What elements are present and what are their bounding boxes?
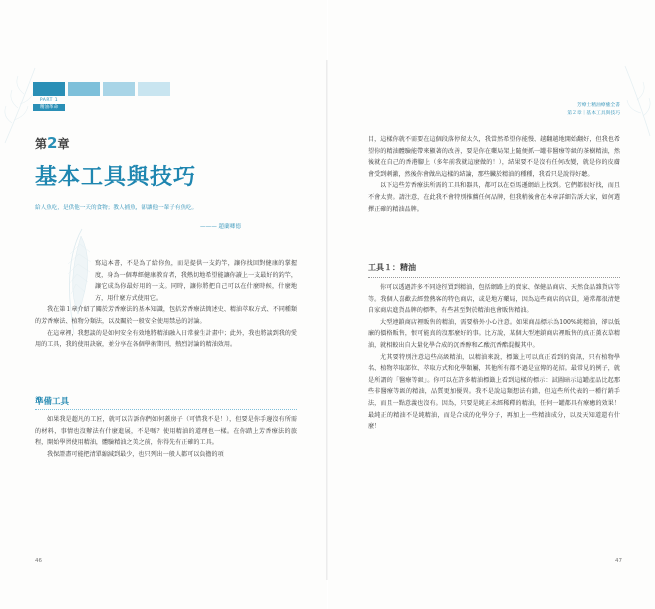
epigraph-source: ——— 趙蘭卿德 — [200, 224, 241, 230]
page-number: 47 — [615, 558, 622, 564]
running-head-book-title: 芳療士精油療癒全書 — [576, 103, 620, 108]
paragraph: 以下這些芳香療法所需的工具和器具，都可以在亞馬遜網站上找到。它們都很好找，而且不會太貴。請注意，在此我不會特別推薦任何品牌，但我稍後會在本章詳細告訴大家，如何選擇正確的精油品牌。 — [368, 182, 620, 213]
paragraph: 目，這樣你就不需要在這個段落停留太久，我當然希望你能慢、越翻越地開始翻好，但我也希望你的精油體驗能帶來顯著的改善，要是你在藥局架上隨便抓一罐非醫療等級的茶樹精油，然後就在自己的香港腳上（多年前我就這麼做的！），結果要不是沒有任何改變，就是你的皮膚會受到刺激，然後你會做出這樣的結論，那些臟於精油的種種，我看只是說得好聽。 — [368, 136, 620, 178]
part-tab — [138, 82, 170, 96]
chapter-prefix: 第 — [35, 137, 48, 151]
chapter-suffix: 章 — [57, 137, 70, 151]
section-text — [35, 414, 297, 460]
paragraph: 尤其要特別注意這些高級精油，以精油來說，標籤上可以真正看到的資訊，只有植物學名、植物萃取部位、萃取方式和化學類屬，其他所有都不過是宣傳的花招。最常見的例子，就是所謂的「醫療等級」。你可以在許多精油標籤上看到這樣的標示：試圖暗示這罐產品比起那些非醫療等級的精油，品質更加優異。我不是說這類想法有錯，但這些所代表的一種行銷手法，而且一點意義也沒有。因為，只要是純正未經稀釋的精油，任何一罐都具有療癒的效果！最純正的精油不是純精油，而是合成的化學分子，再加上一些精油成分，以及天知道還有什麼！ — [368, 353, 620, 431]
running-head — [567, 102, 620, 118]
part-tab-active — [33, 82, 65, 96]
part-label: PART 1 — [39, 98, 59, 103]
part-tab — [103, 82, 135, 96]
tool-text — [368, 282, 620, 433]
tool-heading: 工具１：精油 — [368, 263, 416, 272]
running-head-chapter: 第２章｜基本工具與技巧 — [567, 111, 620, 116]
intro-text — [35, 258, 297, 351]
paragraph: 大型連鎖商店裡販售的精油，需要格外小心注意。如果商品標示為100%純精油，卻以低廉的價格販售，恨可能真的沒那麼好的事。比方說，某個大型連鎖商店裡販售的真正薰衣草精油，就相較出自大量化學合成的沉香醇和乙酸沉香酯混擬其中。 — [368, 318, 620, 349]
chapter-number: 2 — [47, 134, 58, 152]
paragraph: 寫這本書，不是為了給你魚，而是提供一支釣竿，讓你找回對健康的掌握度，身為一個專經健康教育者，我熱切地希望能讓你讀上一支最好的釣竿，讓它成為你最好用的一支。同時，讓你將把自己可以在什麼時候，什麼地方，用什麼方式使用它。 — [95, 260, 297, 302]
chapter-title: 基本工具與技巧 — [35, 164, 197, 190]
paragraph: 我在第１章介紹了關於芳香療法的基本知識，包括芳香療法簡述史、精油萃取方式、不同種類的芳香療法、植物分類法，以及關於一般安全使用禁忌的討論。 — [35, 306, 297, 325]
part-subtitle: 精油革命 — [33, 104, 65, 111]
paragraph: 在這章裡，我想談的是如何安全有效地將精油融入日常養生計畫中；此外，我也將談到我的愛用的工具，我的使用訣竅，並分享在各個學術期刊，熱烈討論的精油效用。 — [35, 329, 297, 349]
paragraph: 你可以透過許多不同途徑買到精油，包括網路上的賣家、保健品商店、天然食品雜貨店等等。我個人喜歡去經營熱客的特色商店，或是地方藥局，因為這些商店的店員，通常都很清楚自家商店進貨品牌的標準，有些甚至對於精油也會販售精油。 — [368, 284, 620, 315]
divider — [35, 409, 297, 411]
page-number: 46 — [35, 558, 42, 564]
paragraph: 我保證盡可能把清單縮減到最少，也只列出一般人都可以負擔的項 — [47, 450, 224, 458]
chapter-label — [35, 134, 69, 152]
part-tabs — [33, 82, 170, 96]
leaf-branch-icon — [605, 58, 655, 138]
paragraph: 如果我是超凡的工匠，就可以告訴你們如何蓋房子（可惜我不是！），但要是你手邊沒有所需的材料，事情也沒辦法有什麼進展，不是嗎？使用精油的道理也一樣。在你踏上芳香療法的旅程，開始學習使用精油，體驗精油之美之前，你得先有正確的工具。 — [35, 416, 297, 447]
epigraph: 給人魚吃，是供他一天的食物；教人捕魚，卻讓他一輩子有魚吃。 — [35, 205, 198, 211]
part-block — [33, 98, 65, 111]
divider — [368, 277, 620, 279]
part-tab — [68, 82, 100, 96]
opening-text — [368, 134, 620, 215]
left-page — [0, 0, 327, 609]
section-heading: 準備工具 — [35, 397, 70, 407]
